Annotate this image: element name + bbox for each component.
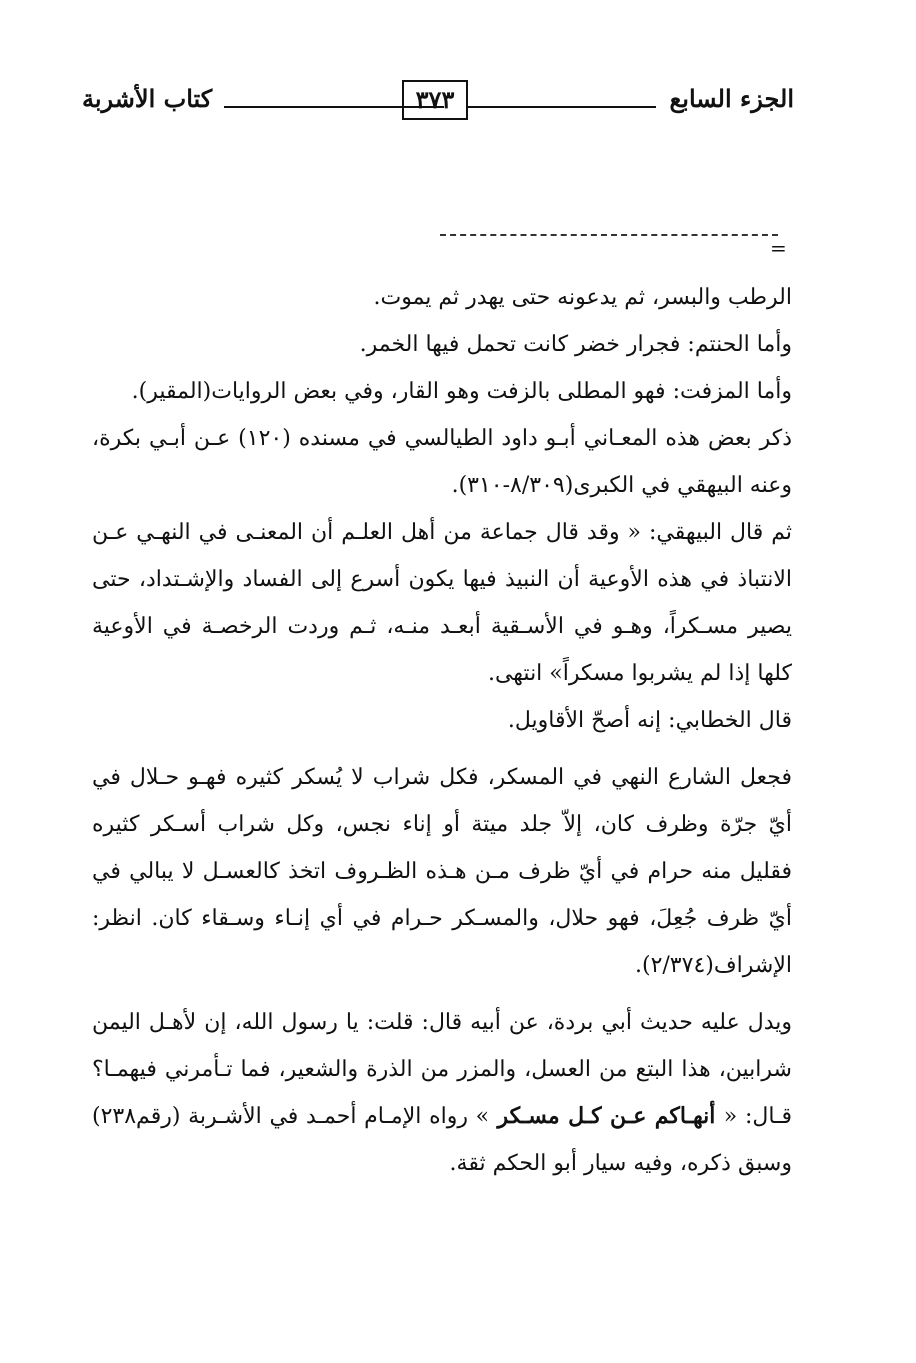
- running-header: [82, 80, 794, 124]
- paragraph-4: ذكر بعض هذه المعـاني أبـو داود الطيالسي في مسنده (١٢٠) عـن أبـي بكرة، وعنه البيهقي في الكبرى(٨/٣٠٩-٣١٠).: [92, 426, 793, 498]
- paragraph-1: الرطب والبسر، ثم يدعونه حتى يهدر ثم يموت.: [373, 285, 792, 310]
- hadith-quote: أنهـاكم عـن كـل مسـكر: [489, 1103, 724, 1129]
- paragraph-3: وأما المزفت: فهو المطلى بالزفت وهو القار، وفي بعض الروايات(المقير).: [131, 379, 792, 404]
- paragraph-8-end: » رواه الإمـام أحمـد في الأشـربة (رقم٢٣٨) وسبق ذكره، وفيه سيار أبو الحكم ثقة.: [92, 1104, 792, 1176]
- book-title: كتاب الأشربة: [82, 84, 213, 113]
- paragraph-6: قال الخطابي: إنه أصحّ الأقاويل.: [507, 708, 792, 733]
- header-rule-right: [468, 106, 656, 108]
- continuation-mark: =: [770, 236, 787, 260]
- page-number: ٣٧٣: [415, 85, 455, 114]
- paragraph-5: ثم قال البيهقي: « وقد قال جماعة من أهل العلـم أن المعنـى في النهـي عـن الانتباذ في هذه الأوعية أن النبيذ فيها يكون أسرع إلى الفساد والإشـتداد، حتى يصير مسـكراً، وهـو في الأسـقية أبعـد منـه، ثـم وردت الرخصـة في الأوعية كلها إذا لم يشربوا مسكراً» انتهى.: [92, 520, 792, 686]
- paragraph-2: وأما الحنتم: فجرار خضر كانت تحمل فيها الخمر.: [359, 332, 792, 357]
- paragraph-8: [92, 999, 792, 1187]
- paragraph-8-start: ويدل عليه حديث أبي بردة، عن أبيه قال: قلت: يا رسول الله، إن لأهـل اليمن شرابين، هذا البتع من العسل، والمزر من الذرة والشعير، فما تـأمرني فيهمـا؟ قـال: «: [92, 1010, 793, 1129]
- paragraph-7: فجعل الشارع النهي في المسكر، فكل شراب لا يُسكر كثيره فهـو حـلال في أيّ جرّة وظرف كان، إلاّ جلد ميتة أو إناء نجس، وكل شراب أسـكر كثيره فقليل منه حرام في أيّ ظرف مـن هـذه الظـروف اتخذ كالعسـل لا يبالي في أيّ ظرف جُعِلَ، فهو حلال، والمسـكر حـرام في أي إنـاء وسـقاء كان. انظر: الإشراف(٢/٣٧٤).: [92, 765, 792, 978]
- volume-label: الجزء السابع: [669, 84, 794, 113]
- page-number-box: [402, 80, 468, 120]
- header-rule-left: [224, 106, 444, 108]
- footnote-body: [92, 274, 792, 1187]
- footnote-separator: [440, 234, 778, 236]
